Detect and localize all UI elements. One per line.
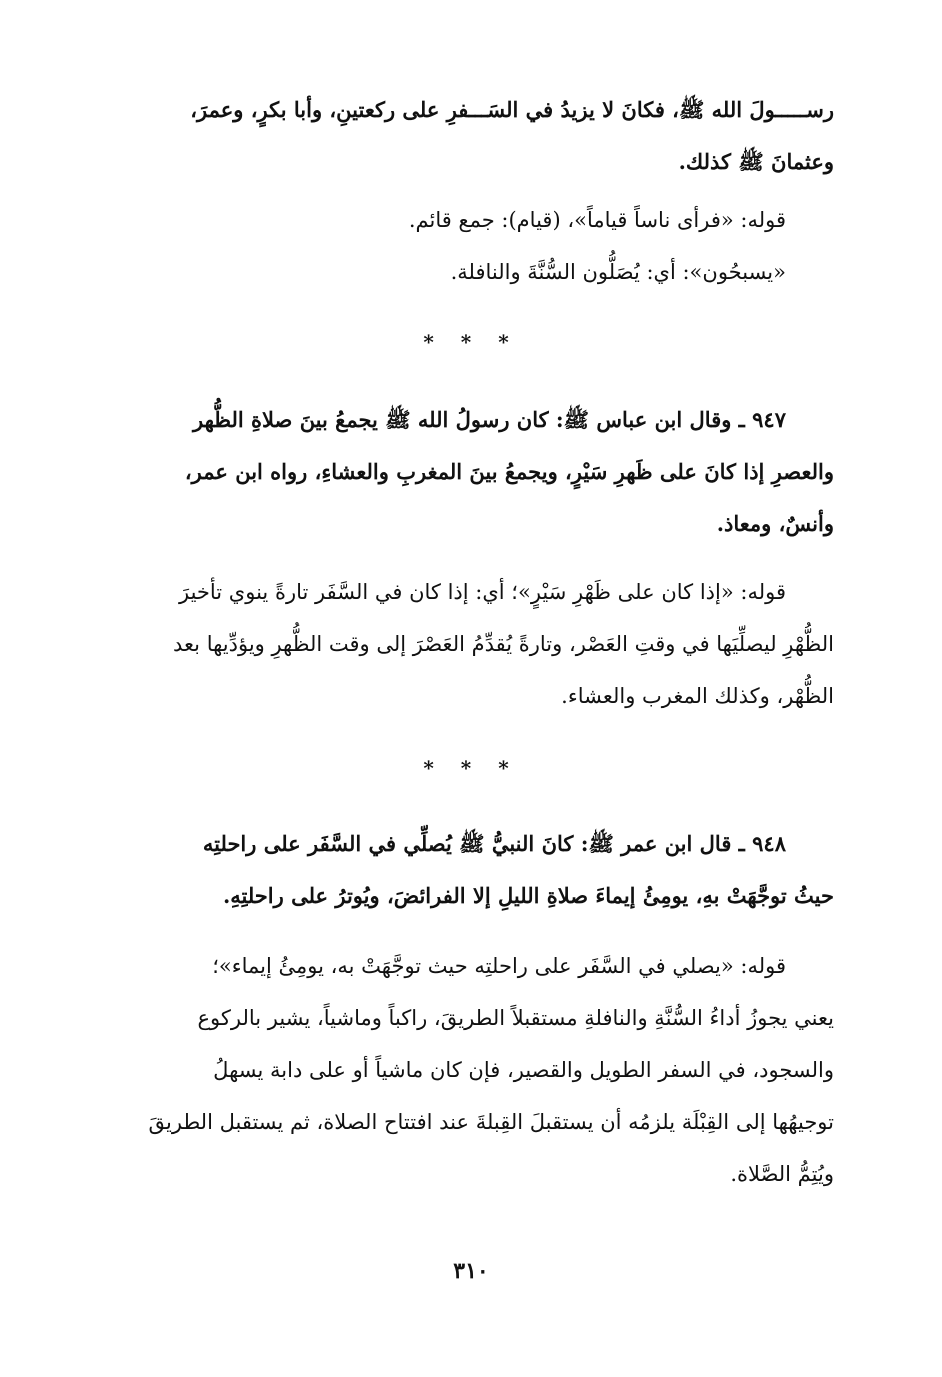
- text-line: الظُّهْرِ ليصلِّيَها في وقتِ العَصْر، وتارةً يُقدِّمُ العَصْرَ إلى وقت الظُّهرِ ويؤدِّيها بعد: [173, 632, 834, 656]
- text-line: يعني يجوزُ أداءُ السُّنَّةِ والنافلةِ مستقبلاً الطريقَ، راكباً وماشياً، يشير بالركوع: [197, 1006, 834, 1030]
- text-line: وعثمانَ ﷺ كذلك.: [678, 149, 834, 174]
- text-line: ٩٤٧ ـ وقال ابن عباس ﷺ: كان رسولُ الله ﷺ يجمعُ بينَ صلاةِ الظُّهر: [192, 407, 786, 432]
- continuation-paragraph: [108, 84, 834, 188]
- commentary-948: [108, 940, 834, 1200]
- hadith-947: [108, 394, 834, 550]
- text-line: وأنسٌ، ومعاذ.: [716, 511, 834, 536]
- text-line: رســـــولَ الله ﷺ، فكانَ لا يزيدُ في السَـــفرِ على ركعتينِ، وأبا بكرٍ، وعمرَ،: [190, 97, 834, 122]
- section-separator: * * *: [423, 756, 519, 780]
- commentary-paragraph: [108, 194, 834, 298]
- text-line: قوله: «إذا كان على ظَهْرِ سَيْرٍ»؛ أي: إذا كان في السَّفَر تارةً ينوي تأخيرَ: [178, 580, 786, 604]
- text-line: والسجود، في السفر الطويل والقصير، فإن كان ماشياً أو على دابة يسهلُ: [213, 1058, 834, 1082]
- text-line: «يسبحُون»: أي: يُصَلُّون السُّنَّةَ والنافلة.: [450, 260, 786, 284]
- text-line: حيثُ توجَّهَتْ بهِ، يومِئُ إيماءَ صلاةِ الليلِ إلا الفرائضَ، ويُوترُ على راحلتِهِ.: [222, 883, 834, 908]
- commentary-947: [108, 566, 834, 722]
- hadith-948: [108, 818, 834, 922]
- text-line: توجيهُها إلى القِبْلَة يلزمُه أن يستقبلَ القِبلةَ عند افتتاح الصلاة، ثم يستقبل الطريقَ: [148, 1110, 834, 1134]
- text-line: الظُّهْر، وكذلك المغرب والعشاء.: [561, 684, 834, 708]
- text-line: ويُتِمُّ الصَّلاة.: [730, 1162, 834, 1186]
- text-line: والعصرِ إذا كانَ على ظَهرِ سَيْرٍ، ويجمعُ بينَ المغربِ والعشاءِ، رواه ابن عمر،: [184, 459, 834, 484]
- text-line: ٩٤٨ ـ قال ابن عمر ﷺ: كانَ النبيُّ ﷺ يُصلِّي في السَّفَر على راحلتِه: [202, 831, 786, 856]
- text-line: قوله: «فرأى ناساً قياماً»، (قيام): جمع قائم.: [408, 208, 786, 232]
- page-number: ٣١٠: [453, 1258, 489, 1284]
- text-line: قوله: «يصلي في السَّفَر على راحلتِه حيث توجَّهَتْ به، يومِئُ إيماء»؛: [212, 954, 786, 978]
- section-separator: * * *: [423, 330, 519, 354]
